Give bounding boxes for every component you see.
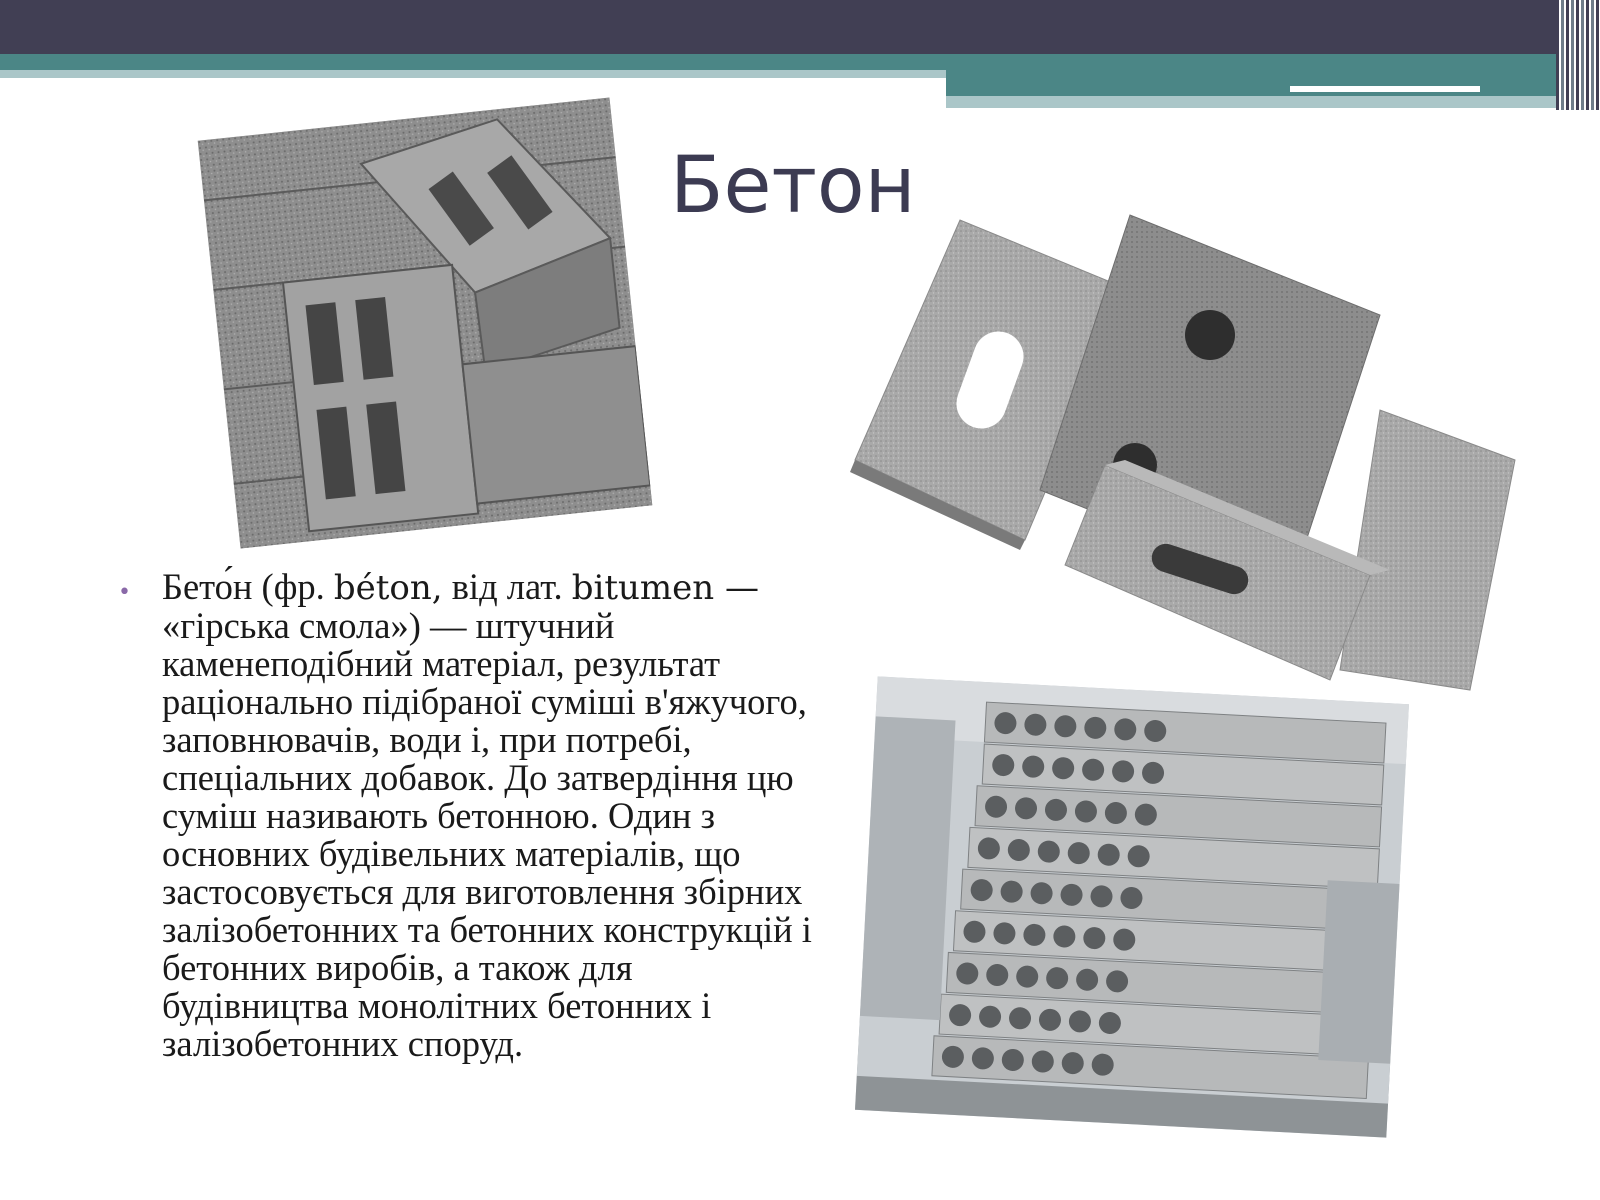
text-run-1: Бето́н (фр.: [162, 566, 334, 607]
text-run-5: «гірська смола») — штучний каменеподібний матеріал, результат раціонально підібраної суміші в'яжучого, заповнювачів, води і, при потребі, спеціальних добавок. До затвердіння цю суміш називають бетонною. Один з основних будівельних матеріалів, що застосовується для виготовлення збірних залізобетонних та бетонних конструкцій і бетонних виробів, а також для будівництва монолітних бетонних і залізобетонних споруд.: [162, 605, 812, 1064]
header-bar-teal: [0, 54, 1600, 70]
header-bar-light: [0, 70, 950, 78]
body-text-block: [118, 568, 818, 1063]
text-run-3: від лат.: [442, 566, 572, 607]
concrete-blocks-illustration: [198, 97, 653, 548]
slide-title: Бетон: [670, 141, 916, 231]
header-bar-light-right: [946, 96, 1566, 108]
header-stripes: [1556, 0, 1600, 110]
header-bar-dark: [0, 0, 1600, 54]
concrete-bricks-photo: [850, 210, 1530, 700]
concrete-blocks-photo: [198, 97, 653, 548]
header-bar-teal-right: [946, 70, 1566, 96]
definition-paragraph: [162, 568, 818, 1063]
concrete-bricks-illustration: [850, 210, 1530, 700]
text-run-bitumen: bitumen —: [571, 568, 759, 608]
hollow-core-slabs-illustration: [855, 676, 1409, 1137]
bullet-icon: •: [118, 580, 131, 605]
text-run-beton: béton,: [333, 568, 443, 608]
hollow-core-slabs-photo: [855, 676, 1409, 1137]
header-bar-white-accent: [1290, 86, 1480, 92]
